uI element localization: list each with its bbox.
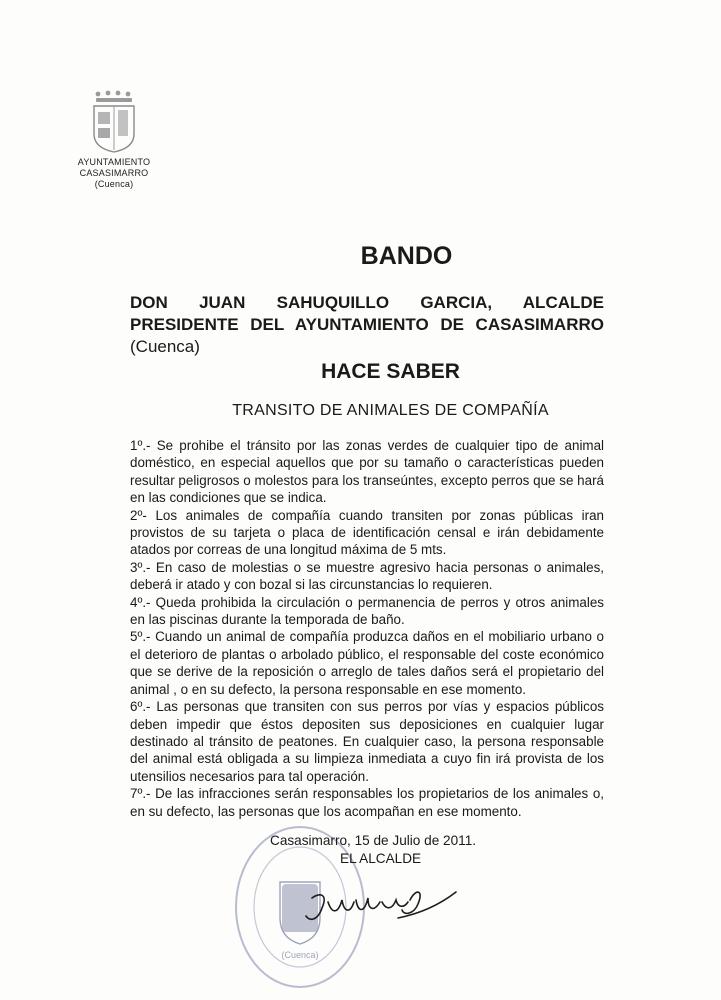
place-date: Casasimarro, 15 de Julio de 2011. bbox=[270, 833, 477, 848]
org-line-2: CASASIMARRO bbox=[79, 168, 149, 178]
article-6: 6º.- Las personas que transiten con sus perros por vías y espacios públicos deben impedir que éstos depositen sus deposiciones en cualquier lugar destinado al tránsito de peatones. En cualquier caso, la persona responsable del animal está obligada a su limpieza inmediata a cuyo fin irá provista de los utensilios necesarios para tal operación. bbox=[130, 699, 604, 784]
signatory-title: EL ALCALDE bbox=[340, 850, 422, 866]
issuer-line-1: DON JUAN SAHUQUILLO GARCIA, ALCALDE bbox=[130, 293, 604, 312]
issuer-line-2: PRESIDENTE DEL AYUNTAMIENTO DE CASASIMARRO bbox=[130, 315, 604, 334]
article-4: 4º.- Queda prohibida la circulación o permanencia de perros y otros animales en las piscinas durante la temporada de baño. bbox=[130, 594, 604, 628]
subject-heading: TRANSITO DE ANIMALES DE COMPAÑÍA bbox=[232, 402, 549, 419]
announce-heading: HACE SABER bbox=[321, 360, 460, 383]
document-body bbox=[130, 437, 604, 820]
article-1: 1º.- Se prohibe el tránsito por las zonas verdes de cualquier tipo de animal doméstico, en especial aquellos que por su tamaño o características pueden resultar peligrosos o molestos para los transeúntes, excepto perros que se hará en las condiciones que se indica. bbox=[130, 438, 604, 506]
svg-text:(Cuenca): (Cuenca) bbox=[281, 950, 319, 960]
issuer-block bbox=[130, 292, 604, 358]
article-3: 3º.- En caso de molestias o se muestre agresivo hacia personas o animales, deberá ir atado y con bozal si las circunstancias lo requieren. bbox=[130, 559, 604, 593]
document-heading: BANDO bbox=[360, 242, 453, 270]
article-7: 7º.- De las infracciones serán responsables los propietarios de los animales o, en su defecto, las personas que los acompañan en ese momento. bbox=[130, 786, 604, 819]
coat-of-arms-icon bbox=[84, 88, 144, 154]
handwritten-signature bbox=[298, 878, 458, 934]
closing-block bbox=[270, 832, 476, 867]
org-line-3: (Cuenca) bbox=[94, 179, 134, 189]
issuer-line-3: (Cuenca) bbox=[130, 337, 200, 356]
article-2: 2º- Los animales de compañía cuando transiten por zonas públicas iran provistos de su tarjeta o placa de identificación censal e irán debidamente atados por correas de una longitud máxima de 5 mts. bbox=[130, 507, 604, 558]
article-5: 5º.- Cuando un animal de compañía produzca daños en el mobiliario urbano o el deterioro de plantas o arbolado público, el responsable del coste económico que se derive de la reposición o arreglo de tales daños será el propietario del animal , o en su defecto, la persona responsable en ese momento. bbox=[130, 629, 604, 697]
organization-name bbox=[62, 157, 166, 190]
org-line-1: AYUNTAMIENTO bbox=[77, 157, 151, 167]
